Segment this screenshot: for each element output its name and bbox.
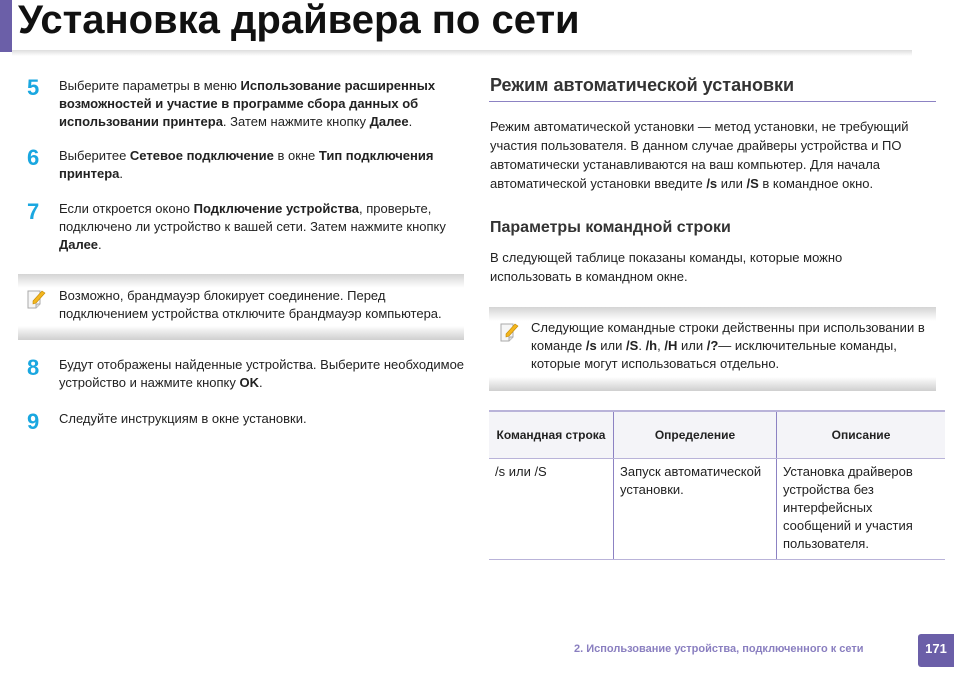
text-segment: Выберите параметры в меню	[59, 78, 241, 93]
text-segment: или	[677, 338, 707, 353]
text-segment: Следующие командные строки действенны при использовании в команде	[531, 320, 925, 353]
text-segment: .	[259, 375, 263, 390]
text-segment: или	[717, 176, 747, 191]
text-segment: Следуйте инструкциям в окне установки.	[59, 411, 307, 426]
step-number: 7	[27, 199, 40, 224]
note-text: Возможно, брандмауэр блокирует соединение. Перед подключением устройства отключите брандмауэр компьютера.	[59, 288, 442, 321]
step-text	[59, 77, 469, 131]
step-text	[59, 356, 469, 392]
step-number: 6	[27, 145, 40, 170]
note-box	[18, 274, 464, 340]
footer-chapter: 2. Использование устройства, подключенного к сети	[574, 643, 864, 655]
command-table	[489, 410, 945, 560]
bold-text: OK	[239, 375, 259, 390]
text-segment: . Затем нажмите кнопку	[222, 114, 370, 129]
bold-text: /?	[706, 338, 719, 353]
step-text	[59, 147, 469, 183]
bold-text: Далее	[59, 237, 99, 252]
text-segment: .	[408, 114, 413, 129]
text-segment: в окне	[273, 148, 319, 163]
table-cell: Установка драйверов устройства без интерфейсных сообщений и участия пользователя.	[777, 459, 946, 560]
page-title: Установка драйвера по сети	[18, 0, 580, 42]
section-heading: Режим автоматической установки	[490, 75, 795, 95]
text-segment: — исключительные команды, которые могут использоваться отдельно.	[531, 338, 897, 371]
note-text	[531, 319, 936, 373]
table-header-row	[489, 411, 945, 459]
bold-text: Сетевое подключение	[129, 148, 274, 163]
note-box	[489, 307, 936, 391]
bold-text: Подключение устройства	[193, 201, 359, 216]
bold-text: /H	[664, 338, 678, 353]
step-number: 5	[27, 75, 40, 100]
text-segment: , проверьте, подключено ли устройство к вашей сети. Затем нажмите кнопку	[59, 201, 446, 234]
column-header: Определение	[614, 411, 777, 459]
bold-text: Далее	[369, 114, 409, 129]
text-segment: ,	[657, 338, 665, 353]
step-number: 9	[27, 409, 40, 434]
text-segment: Будут отображены найденные устройства. Выберите необходимое устройство и нажмите кнопку	[59, 357, 465, 390]
text-segment: или	[596, 338, 627, 353]
bold-text: /s	[585, 338, 597, 353]
text-segment: .	[119, 166, 124, 181]
text-segment: Выберитее	[59, 148, 130, 163]
bold-text: Тип подключения принтера	[59, 148, 434, 181]
title-divider	[12, 50, 912, 56]
step-text	[59, 410, 469, 428]
column-header: Командная строка	[489, 411, 614, 459]
text-segment: .	[638, 338, 646, 353]
page-number: 171	[918, 634, 954, 667]
text-segment: Если откроется оконо	[59, 201, 194, 216]
table-cell: Запуск автоматической установки.	[614, 459, 777, 560]
subheading: Параметры командной строки	[490, 219, 731, 236]
text-segment: Режим автоматической установки — метод установки, не требующий участия пользователя. В данном случае драйверы устройства и ПО автоматически устанавливаются на ваш компьютер. Для начала автоматической установки введите	[490, 119, 909, 191]
bold-text: Использование расширенных возможностей и участие в программе сбора данных об использовании принтера	[59, 78, 436, 129]
table-intro: В следующей таблице показаны команды, которые можно использовать в командном окне.	[490, 250, 843, 284]
text-segment: в командное окно.	[758, 176, 874, 191]
table-cell: /s или /S	[489, 459, 614, 560]
text-segment: .	[98, 237, 102, 252]
bold-text: /S	[626, 338, 639, 353]
table-row	[489, 459, 945, 560]
note-pencil-icon	[499, 321, 519, 343]
bold-text: /s	[706, 176, 718, 191]
title-accent-bar	[0, 0, 12, 52]
intro-paragraph	[490, 117, 940, 193]
note-pencil-icon	[26, 288, 46, 310]
heading-underline	[489, 101, 936, 102]
step-number: 8	[27, 355, 40, 380]
bold-text: /h	[645, 338, 658, 353]
bold-text: /S	[746, 176, 759, 191]
step-text	[59, 200, 469, 254]
column-header: Описание	[777, 411, 946, 459]
